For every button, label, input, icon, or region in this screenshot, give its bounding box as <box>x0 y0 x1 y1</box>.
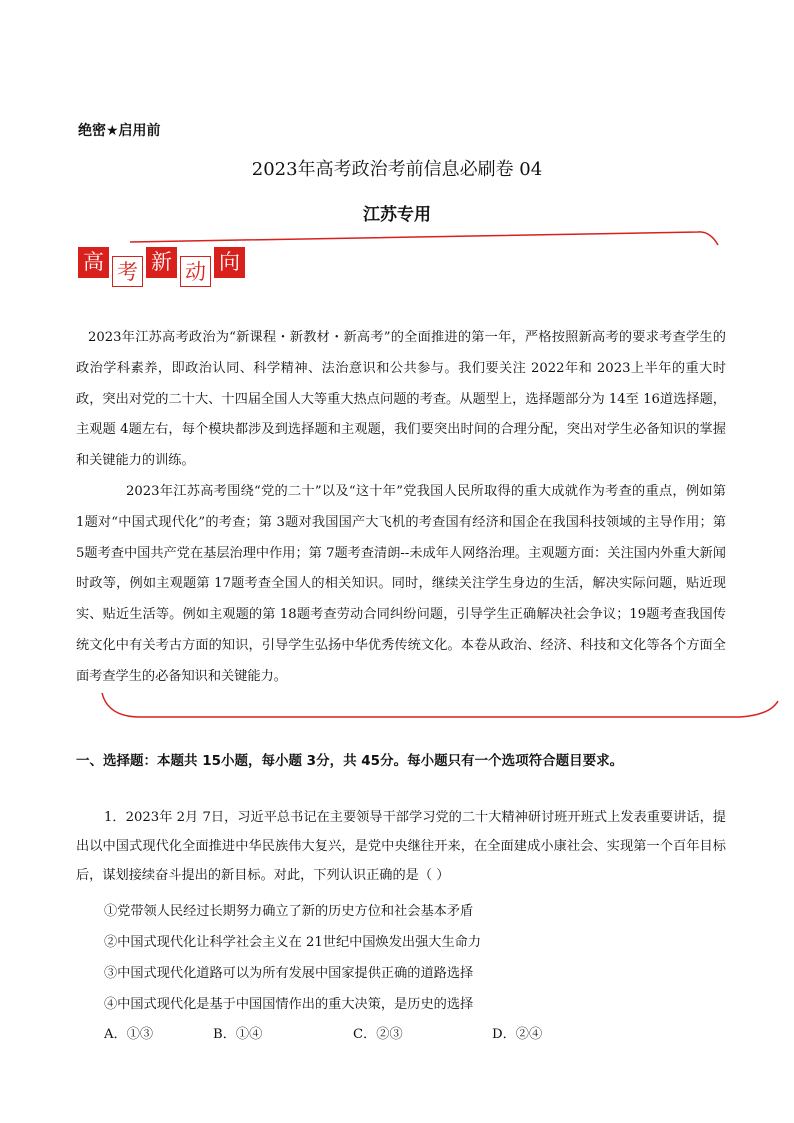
banner-char: 向 <box>214 247 245 278</box>
banner-char: 高 <box>78 247 109 278</box>
banner-char: 考 <box>112 256 143 287</box>
banner-tags <box>78 247 245 287</box>
paper-subtitle: 江苏专用 <box>363 205 431 225</box>
intro-text <box>76 323 726 693</box>
section-heading: 一、选择题：本题共 15小题，每小题 3分，共 45分。每小题只有一个选项符合题目要求。 <box>76 753 624 769</box>
answer-option-d: D．②④ <box>492 1027 543 1042</box>
intro-paragraph-1: 2023年江苏高考政治为“新课程・新教材・新高考”的全面推进的第一年，严格按照新高考的要求考查学生的政治学科素养，即政治认同、科学精神、法治意识和公共参与。我们要关注 2022年和 2023上半年的重大时政，突出对党的二十大、十四届全国人大等重大热点问题的考查。从题型上，选择题部分为 14至 16道选择题，主观题 4题左右，每个模块都涉及到选择题和主观题，我们要突出时间的合理分配，突出对学生必备知识的掌握和关键能力的训练。 <box>76 330 726 469</box>
question-statement: ②中国式现代化让科学社会主义在 21世纪中国焕发出强大生命力 <box>104 935 482 950</box>
banner-char: 动 <box>180 256 211 287</box>
paper-title: 2023年高考政治考前信息必刷卷 04 <box>251 159 543 180</box>
answer-option-c: C．②③ <box>353 1027 403 1042</box>
question-stem: 1．2023年 2月 7日，习近平总书记在主要领导干部学习党的二十大精神研讨班开班式上发表重要讲话，提出以中国式现代化全面推进中华民族伟大复兴，是党中央继往开来，在全面建成小康社会、实现第一个百年目标后，谋划接续奋斗提出的新目标。对此，下列认识正确的是（ ） <box>76 810 726 883</box>
question-statement: ①党带领人民经过长期努力确立了新的历史方位和社会基本矛盾 <box>104 904 474 919</box>
question-statement: ③中国式现代化道路可以为所有发展中国家提供正确的道路选择 <box>104 966 474 981</box>
question-statement: ④中国式现代化是基于中国国情作出的重大决策，是历史的选择 <box>104 997 474 1012</box>
answer-option-a: A．①③ <box>104 1027 154 1042</box>
confidential-label: 绝密★启用前 <box>78 123 161 139</box>
banner-char: 新 <box>146 247 177 278</box>
intro-paragraph-2: 2023年江苏高考围绕“党的二十”以及“这十年”党我国人民所取得的重大成就作为考查的重点，例如第 1题对“中国式现代化”的考查；第 3题对我国国产大飞机的考查国有经济和国企在我国科技领域的主导作用；第 5题考查中国共产党在基层治理中作用；第 7题考查清朗--未成年人网络治理。主观题方面：关注国内外重大新闻时政等，例如主观题第 17题考查全国人的相关知识。同时，继续关注学生身边的生活，解决实际问题，贴近现实、贴近生活等。例如主观题的第 18题考查劳动合同纠纷问题，引导学生正确解决社会争议；19题考查我国传统文化中有关考古方面的知识，引导学生弘扬中华优秀传统文化。本卷从政治、经济、科技和文化等各个方面全面考查学生的必备知识和关键能力。 <box>76 483 726 684</box>
answer-option-b: B．①④ <box>213 1027 263 1042</box>
